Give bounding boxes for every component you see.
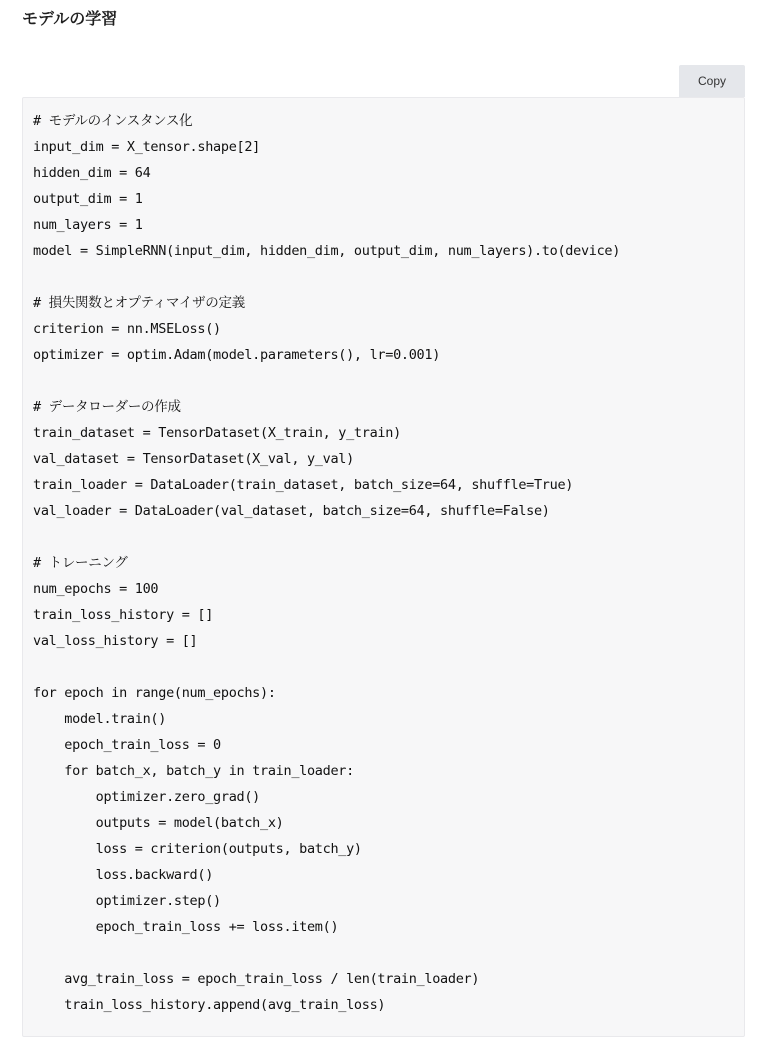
code-line: outputs = model(batch_x) (33, 815, 284, 831)
code-line: optimizer.zero_grad() (33, 789, 261, 805)
code-line: output_dim = 1 (33, 191, 143, 207)
code-line: loss = criterion(outputs, batch_y) (33, 841, 362, 857)
code-comment-line: # データローダーの作成 (33, 399, 181, 415)
code-line (33, 940, 734, 966)
code-line (33, 524, 734, 550)
code-line: num_layers = 1 (33, 217, 143, 233)
code-line: val_loader = DataLoader(val_dataset, batch_size=64, shuffle=False) (33, 503, 550, 519)
code-line: for batch_x, batch_y in train_loader: (33, 763, 354, 779)
code-comment-line: # トレーニング (33, 555, 128, 571)
code-line: train_loss_history.append(avg_train_loss) (33, 997, 386, 1013)
code-block (22, 65, 745, 1045)
code-line: optimizer.step() (33, 893, 221, 909)
code-line: train_dataset = TensorDataset(X_train, y_train) (33, 425, 401, 441)
code-line: epoch_train_loss = 0 (33, 737, 221, 753)
code-line (33, 654, 734, 680)
code-line: input_dim = X_tensor.shape[2] (33, 139, 261, 155)
code-line (33, 368, 734, 394)
code-body[interactable] (22, 97, 745, 1037)
code-line: for epoch in range(num_epochs): (33, 685, 276, 701)
code-line: num_epochs = 100 (33, 581, 159, 597)
code-content (33, 108, 734, 1018)
section-title: モデルの学習 (22, 9, 118, 28)
code-line: criterion = nn.MSELoss() (33, 321, 221, 337)
code-block-header (22, 65, 745, 97)
code-line: loss.backward() (33, 867, 214, 883)
code-line: train_loader = DataLoader(train_dataset, batch_size=64, shuffle=True) (33, 477, 574, 493)
code-line: epoch_train_loss += loss.item() (33, 919, 339, 935)
code-line: avg_train_loss = epoch_train_loss / len(train_loader) (33, 971, 480, 987)
code-line: model.train() (33, 711, 167, 727)
code-line: optimizer = optim.Adam(model.parameters(), lr=0.001) (33, 347, 441, 363)
code-line: train_loss_history = [] (33, 607, 214, 623)
code-line: model = SimpleRNN(input_dim, hidden_dim, output_dim, num_layers).to(device) (33, 243, 621, 259)
code-line (33, 264, 734, 290)
code-line: val_dataset = TensorDataset(X_val, y_val) (33, 451, 354, 467)
code-comment-line: # モデルのインスタンス化 (33, 113, 193, 129)
copy-button[interactable]: Copy (679, 65, 745, 97)
code-comment-line: # 損失関数とオプティマイザの定義 (33, 295, 245, 311)
code-line: val_loss_history = [] (33, 633, 198, 649)
code-line: hidden_dim = 64 (33, 165, 151, 181)
